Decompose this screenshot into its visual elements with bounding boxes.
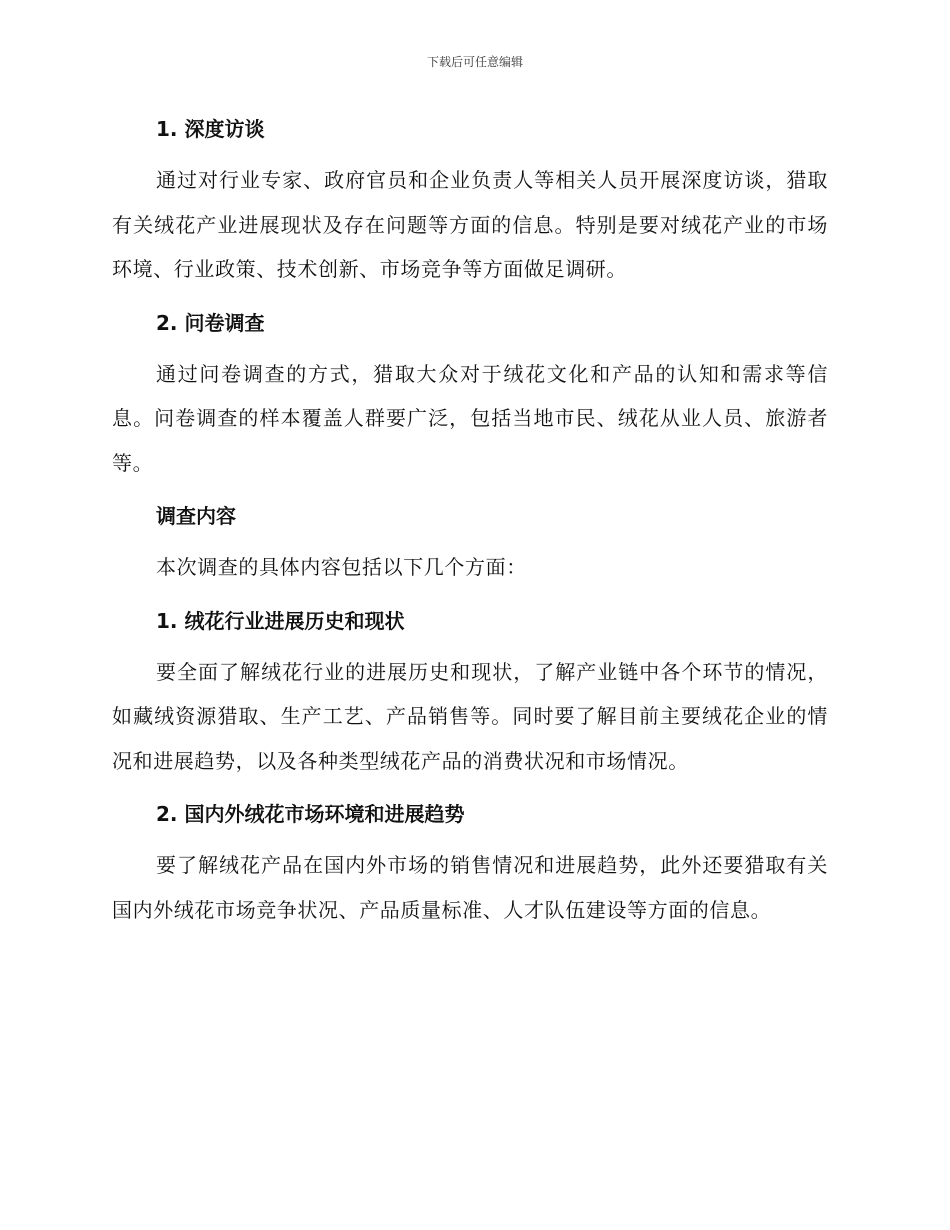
section-paragraph-depth-interview: 通过对行业专家、政府官员和企业负责人等相关人员开展深度访谈，猎取有关绒花产业进展现状及存在问题等方面的信息。特别是要对绒花产业的市场环境、行业政策、技术创新、市场竞争等方面做足调研。 [112, 168, 828, 281]
section-paragraph-market-environment: 要了解绒花产品在国内外市场的销售情况和进展趋势，此外还要猎取有关国内外绒花市场竞争状况、产品质量标准、人才队伍建设等方面的信息。 [112, 853, 828, 922]
section-heading-questionnaire: 2. 问卷调查 [156, 310, 265, 335]
section-paragraph-industry-history: 要全面了解绒花行业的进展历史和现状，了解产业链中各个环节的情况，如藏绒资源猎取、生产工艺、产品销售等。同时要了解目前主要绒花企业的情况和进展趋势，以及各种类型绒花产品的消费状况和市场情况。 [112, 659, 828, 773]
section-paragraph-survey-content: 本次调查的具体内容包括以下几个方面： [156, 555, 527, 579]
page-header-note: 下载后可任意编辑 [426, 55, 523, 69]
section-heading-depth-interview: 1. 深度访谈 [156, 117, 265, 141]
section-heading-industry-history: 1. 绒花行业进展历史和现状 [156, 608, 405, 633]
section-heading-survey-content: 调查内容 [156, 504, 236, 528]
document-body [112, 112, 828, 932]
section-paragraph-questionnaire: 通过问卷调查的方式，猎取大众对于绒花文化和产品的认知和需求等信息。问卷调查的样本覆盖人群要广泛，包括当地市民、绒花从业人员、旅游者等。 [112, 361, 828, 475]
section-heading-market-environment: 2. 国内外绒花市场环境和进展趋势 [156, 802, 465, 826]
